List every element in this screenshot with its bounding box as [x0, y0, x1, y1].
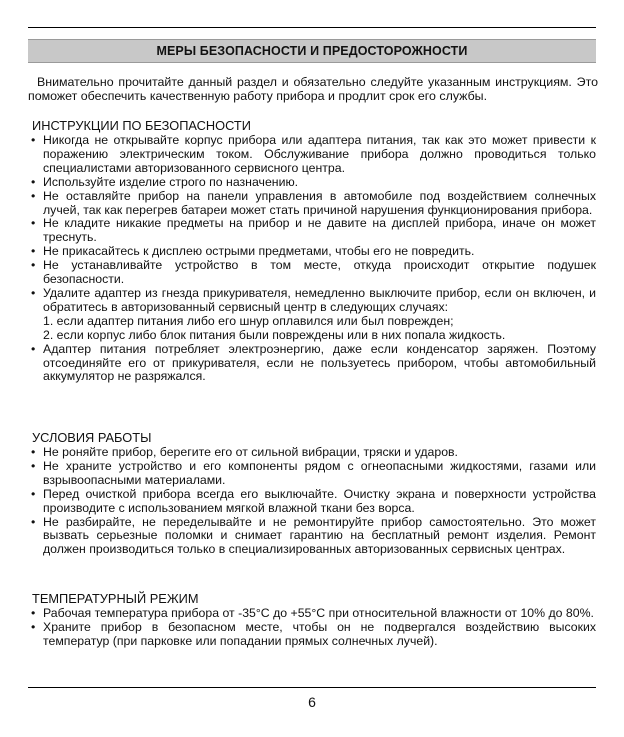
list-item: • Перед очисткой прибора всегда его выключайте. Очистку экрана и поверхности устройства производите с использованием мягкой влажной ткани без ворса.	[31, 486, 596, 515]
temperature-list	[28, 607, 596, 649]
bullet-icon: •	[31, 341, 36, 356]
list-item: • Не храните устройство и его компоненты рядом с огнеопасными жидкостями, газами или взрывоопасными материалами.	[31, 458, 596, 487]
list-item: • Адаптер питания потребляет электроэнергию, даже если конденсатор заряжен. Поэтому отсоединяйте его от прикуривателя, если не пользуетесь прибором, чтобы автомобильный аккумулятор не разряжался.	[31, 341, 596, 384]
list-item: • Не устанавливайте устройство в том месте, откуда происходит открытие подушек безопасности.	[31, 258, 596, 287]
safety-section	[28, 118, 596, 384]
conditions-title: УСЛОВИЯ РАБОТЫ	[32, 430, 152, 445]
page-title: МЕРЫ БЕЗОПАСНОСТИ И ПРЕДОСТОРОЖНОСТИ	[28, 39, 596, 63]
bullet-icon: •	[31, 486, 36, 501]
sub-item: 2. если корпус либо блок питания были повреждены или в них попала жидкость.	[43, 327, 506, 342]
bullet-icon: •	[31, 458, 36, 473]
bullet-icon: •	[31, 244, 36, 259]
safety-title: ИНСТРУКЦИИ ПО БЕЗОПАСНОСТИ	[32, 118, 251, 133]
bullet-icon: •	[31, 174, 36, 189]
list-item: • Никогда не открывайте корпус прибора или адаптера питания, так как это может привести к поражению электрическим током. Обслуживание прибора должно проводиться только специалистами авторизованного сервисного центра.	[31, 133, 596, 175]
top-rule	[28, 27, 596, 28]
conditions-section	[28, 430, 596, 557]
temperature-section	[28, 591, 596, 649]
list-item: • Удалите адаптер из гнезда прикуривателя, немедленно выключите прибор, если он включен, и обратитесь в авторизованный сервисный центр в следующих случаях: 1. если адаптер питания либо его шнур оплавился или был поврежден; 2. если корпус либо блок питания были повреждены или в них попала жидкость.	[31, 285, 596, 342]
list-item: • Не роняйте прибор, берегите его от сильной вибрации, тряски и ударов.	[31, 445, 458, 459]
bullet-icon: •	[31, 133, 36, 147]
bullet-icon: •	[31, 285, 36, 300]
page-number: 6	[308, 694, 316, 710]
list-item: • Не прикасайтесь к дисплею острыми предметами, чтобы его не повредить.	[31, 244, 475, 259]
bullet-icon: •	[31, 606, 36, 620]
bottom-rule	[28, 687, 596, 688]
bullet-icon: •	[31, 514, 36, 529]
bullet-icon: •	[31, 445, 36, 459]
list-item: • Не кладите никакие предметы на прибор и не давите на дисплей прибора, иначе он может треснуть.	[31, 216, 596, 245]
list-item: • Используйте изделие строго по назначению.	[31, 174, 299, 189]
sub-item: 1. если адаптер питания либо его шнур оплавился или был поврежден;	[43, 313, 454, 328]
list-item: • Рабочая температура прибора от -35°С до +55°С при относительной влажности от 10% до 80%.	[31, 606, 594, 620]
list-item: • Не оставляйте прибор на панели управления в автомобиле под воздействием солнечных лучей, так как перегрев батареи может стать причиной нарушения функционирования прибора.	[31, 188, 596, 217]
bullet-icon: •	[31, 216, 36, 231]
conditions-list	[28, 446, 596, 557]
intro-paragraph	[28, 75, 598, 104]
list-item: • Не разбирайте, не переделывайте и не ремонтируйте прибор самостоятельно. Это может вызвать серьезные поломки и снимает гарантию на бесплатный ремонт изделия. Ремонт должен производиться только в специализированных авторизованных сервисных центрах.	[31, 514, 596, 557]
safety-list	[28, 134, 596, 384]
list-item: • Храните прибор в безопасном месте, чтобы он не подвергался воздействию высоких температур (при парковке или попадании прямых солнечных лучей).	[31, 619, 596, 648]
intro-text: Внимательно прочитайте данный раздел и обязательно следуйте указанным инструкциям. Это поможет обеспечить качественную работу прибора и продлит срок его службы.	[28, 75, 598, 104]
bullet-icon: •	[31, 258, 36, 273]
bullet-icon: •	[31, 619, 36, 634]
temperature-title: ТЕМПЕРАТУРНЫЙ РЕЖИМ	[32, 591, 199, 606]
bullet-icon: •	[31, 188, 36, 203]
